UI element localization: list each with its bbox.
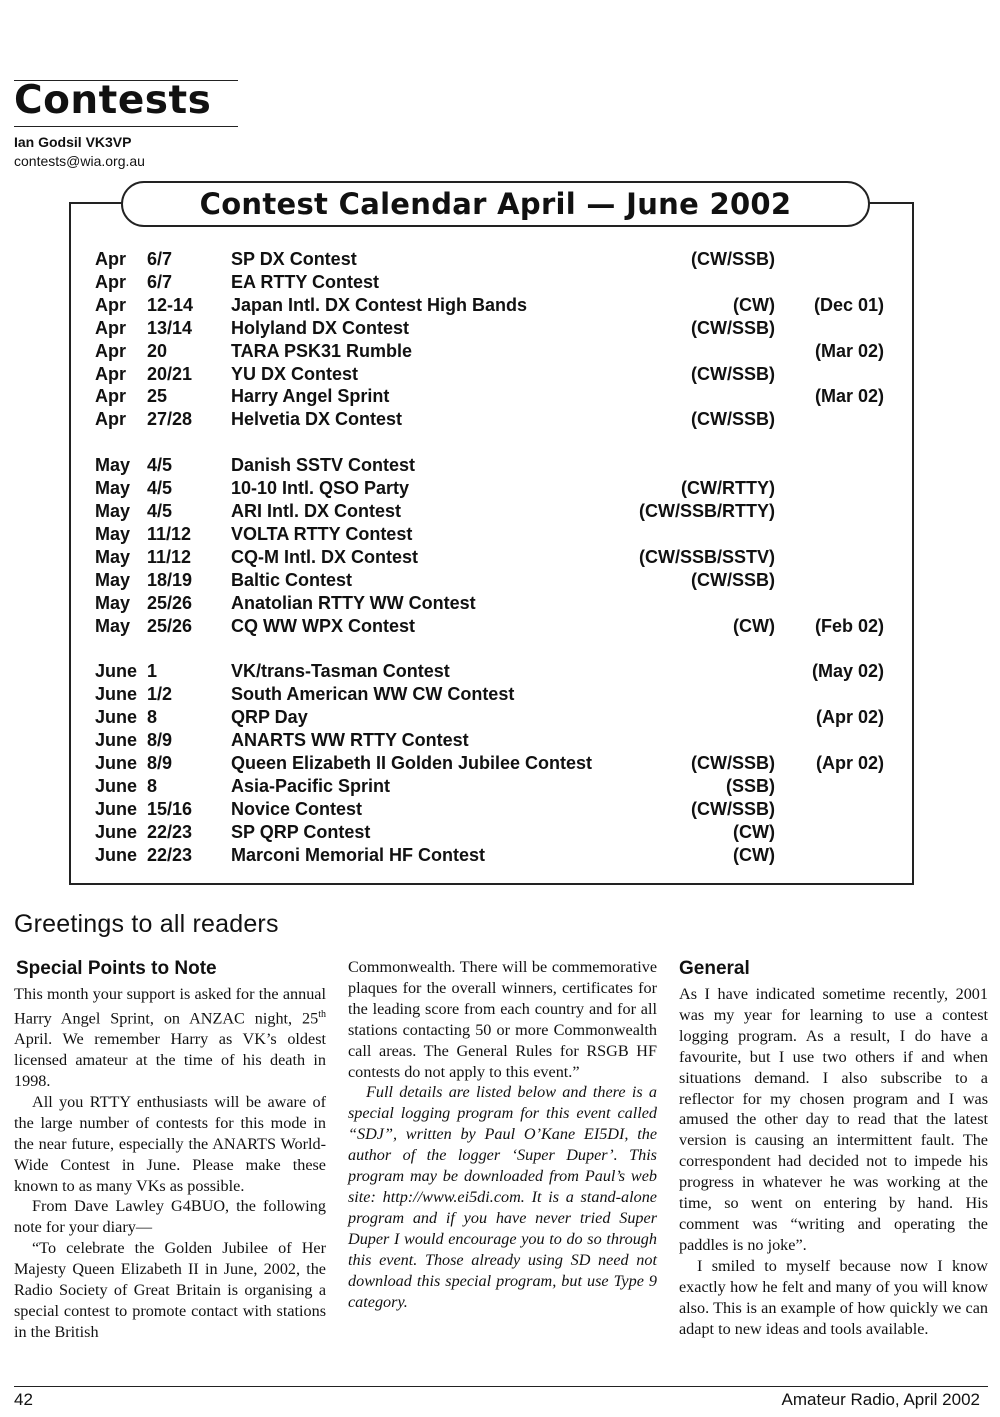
calendar-row [0,454,1000,477]
calendar-row [0,615,1000,638]
calendar-days: 8/9 [147,753,173,773]
calendar-days: 12-14 [147,294,194,315]
author-email[interactable]: contests@wia.org.au [14,153,145,169]
footer-rule [14,1386,988,1387]
calendar-month: June [95,707,138,728]
calendar-days: 11/12 [147,546,192,567]
calendar-days: 1/2 [147,684,173,705]
calendar-month: Apr [95,386,126,407]
calendar-ref: (Feb 02) [814,615,884,636]
calendar-row [0,408,1000,431]
calendar-contest-name: SP DX Contest [231,249,357,269]
calendar-contest-name: SP QRP Contest [231,821,371,842]
paragraph: Full details are listed below and there is a special logging program for this event called “SDJ”, written by Paul O’Kane EI5DI, the author of the logger ‘Super Duper’. This program may be downloaded from Paul’s web site: http://www.ei5di.com. It is a stand-alone program and if you have never tried Super Duper I would encourage you to do so through this event. Those already using SD need not download this special program, but use Type 9 category. [348,1083,657,1311]
calendar-ref: (Dec 01) [813,294,884,315]
calendar-row [0,523,1000,546]
calendar-row [0,248,1000,271]
calendar-ref: (May 02) [811,661,884,682]
calendar-days: 1 [147,661,158,682]
calendar-row [0,706,1000,729]
calendar-days: 4/5 [147,478,173,499]
col1-heading: Special Points to Note [16,958,217,979]
article-column-2 [348,957,657,1312]
paragraph: As I have indicated sometime recently, 2001 was my year for learning to use a contest logging program. As a result, I do have a favourite, but I use two others if and when situations demand. I also subscribe to a reflector for my chosen program and I was amused the other day to read that the latest version is causing an intermittent fault. The correspondent had decided not to impede his progress in whatever he was working at the time, so went on entering by hand. His comment was “writing and operating the paddles is no joke”. [679,985,988,1254]
calendar-contest-name: EA RTTY Contest [231,271,380,292]
calendar-row [0,660,1000,683]
page-number: 42 [14,1390,33,1409]
calendar-row [0,752,1000,775]
calendar-row [0,844,1000,867]
calendar-contest-name: Japan Intl. DX Contest High Bands [231,294,528,315]
calendar-days: 6/7 [147,271,173,292]
calendar-contest-name: Novice Contest [231,798,363,819]
calendar-mode: (CW/RTTY) [681,478,775,499]
calendar-days: 27/28 [147,409,193,430]
calendar-contest-name: YU DX Contest [231,363,359,384]
calendar-month: May [95,569,131,590]
calendar-month: June [95,730,138,751]
calendar-mode: (SSB) [726,775,775,796]
text: This month your support is asked for the annual Harry Angel Sprint, on ANZAC night, 25 [14,985,326,1028]
calendar-days: 22/23 [147,844,193,865]
calendar-ref: (Apr 02) [815,753,884,773]
magazine-name: Amateur Radio, April 2002 [781,1390,980,1409]
calendar-days: 11/12 [147,523,192,544]
calendar-row [0,294,1000,317]
calendar-contest-name: ANARTS WW RTTY Contest [231,730,469,751]
calendar-contest-name: TARA PSK31 Rumble [231,340,413,361]
calendar-contest-name: South American WW CW Contest [231,684,515,705]
calendar-row [0,477,1000,500]
calendar-month: June [95,684,138,705]
calendar-month: May [95,455,131,476]
calendar-days: 8 [147,775,158,796]
calendar-row [0,592,1000,615]
calendar-row [0,775,1000,798]
calendar-mode: (CW/SSB) [691,317,775,338]
calendar-contest-name: Queen Elizabeth II Golden Jubilee Contest [231,753,593,773]
calendar-month: May [95,615,131,636]
calendar-contest-name: Holyland DX Contest [231,317,410,338]
calendar-row [0,821,1000,844]
calendar-contest-name: VOLTA RTTY Contest [231,523,413,544]
calendar-row [0,569,1000,592]
calendar-mode: (CW/SSB) [691,363,775,384]
calendar-mode: (CW) [733,821,775,842]
calendar-ref: (Mar 02) [814,386,884,407]
calendar-title-banner [121,181,870,227]
section-title: Contests [14,78,212,123]
calendar-days: 6/7 [147,249,173,269]
calendar-days: 13/14 [147,317,193,338]
calendar-mode: (CW/SSB/RTTY) [639,501,775,521]
calendar-mode: (CW/SSB) [691,569,775,590]
calendar-contest-name: Danish SSTV Contest [231,455,416,476]
calendar-contest-name: 10-10 Intl. QSO Party [231,478,410,499]
calendar-days: 25/26 [147,615,193,636]
calendar-month: June [95,753,138,773]
calendar-days: 18/19 [147,569,193,590]
calendar-mode: (CW) [733,844,775,865]
paragraph: Commonwealth. There will be commemorative plaques for the overall winners, certificates for the leading score from each country and for all stations contacting 50 or more Commonwealth call areas. The General Rules for RSGB HF contests do not apply to this event.” [348,958,657,1081]
paragraph: “To celebrate the Golden Jubilee of Her Majesty Queen Elizabeth II in June, 2002, the Radio Society of Great Britain is organising a special contest to promote contact with stations in the British [14,1239,326,1341]
calendar-ref: (Mar 02) [814,340,884,361]
calendar-contest-name: CQ WW WPX Contest [231,615,415,636]
calendar-days: 4/5 [147,455,173,476]
calendar-contest-name: Asia-Pacific Sprint [231,775,391,796]
calendar-row [0,317,1000,340]
calendar-contest-name: Baltic Contest [231,569,353,590]
calendar-days: 8 [147,707,158,728]
text: April. We remember Harry as VK’s oldest licensed amateur at the time of his death in 1998. [14,1030,326,1091]
calendar-row [0,340,1000,363]
superscript: th [318,1008,326,1020]
calendar-contest-name: Harry Angel Sprint [231,386,390,407]
paragraph [14,984,326,1092]
article-greeting: Greetings to all readers [14,910,279,938]
calendar-mode: (CW/SSB) [691,798,775,819]
calendar-row [0,363,1000,386]
calendar-month: Apr [95,340,126,361]
calendar-month: June [95,821,138,842]
calendar-mode: (CW) [733,294,775,315]
calendar-days: 25/26 [147,592,193,613]
calendar-month: May [95,523,131,544]
calendar-month: Apr [95,294,126,315]
calendar-month: May [95,501,131,521]
calendar-row [0,798,1000,821]
calendar-row [0,385,1000,408]
header-rule-bottom [14,126,238,127]
calendar-mode: (CW/SSB) [691,753,775,773]
calendar-mode: (CW/SSB) [691,249,775,269]
paragraph: I smiled to myself because now I know exactly how he felt and many of you will know also. This is an example of how quickly we can adapt to new ideas and tools available. [679,1256,988,1338]
article-column-1 [14,984,326,1343]
article-column-3 [679,984,988,1339]
calendar-month: Apr [95,271,126,292]
calendar-month: June [95,775,138,796]
paragraph: All you RTTY enthusiasts will be aware of the large number of contests for this mode in the near future, especially the ANARTS World-Wide Contest in June. Please make these known to as many VKs as possible. [14,1092,326,1195]
calendar-row [0,729,1000,752]
calendar-mode: (CW/SSB) [691,409,775,430]
calendar-contest-name: ARI Intl. DX Contest [231,501,401,521]
calendar-month: May [95,478,131,499]
calendar-days: 8/9 [147,730,173,751]
calendar-month: June [95,798,138,819]
calendar-days: 22/23 [147,821,193,842]
calendar-days: 20/21 [147,363,193,384]
calendar-month: Apr [95,409,126,430]
calendar-contest-name: Helvetia DX Contest [231,409,403,430]
calendar-title: Contest Calendar April — June 2002 [199,187,792,221]
calendar-month: Apr [95,363,126,384]
calendar-days: 25 [147,386,168,407]
calendar-month: June [95,661,138,682]
calendar-row [0,683,1000,706]
calendar-row [0,500,1000,523]
paragraph: From Dave Lawley G4BUO, the following note for your diary— [14,1197,326,1237]
calendar-contest-name: CQ-M Intl. DX Contest [231,546,418,567]
calendar-contest-name: QRP Day [231,707,308,728]
calendar-mode: (CW/SSB/SSTV) [638,546,775,567]
calendar-contest-name: Marconi Memorial HF Contest [231,844,486,865]
calendar-mode: (CW) [733,615,775,636]
calendar-days: 15/16 [147,798,193,819]
author-name: Ian Godsil VK3VP [14,134,132,150]
calendar-row [0,271,1000,294]
calendar-month: Apr [95,317,126,338]
calendar-month: May [95,592,131,613]
calendar-days: 20 [147,340,168,361]
calendar-contest-name: Anatolian RTTY WW Contest [231,592,476,613]
col3-heading: General [679,958,750,979]
calendar-row [0,546,1000,569]
calendar-ref: (Apr 02) [815,707,884,728]
calendar-month: May [95,546,131,567]
calendar-contest-name: VK/trans-Tasman Contest [231,661,450,682]
calendar-days: 4/5 [147,501,173,521]
calendar-month: Apr [95,249,126,269]
calendar-month: June [95,844,138,865]
